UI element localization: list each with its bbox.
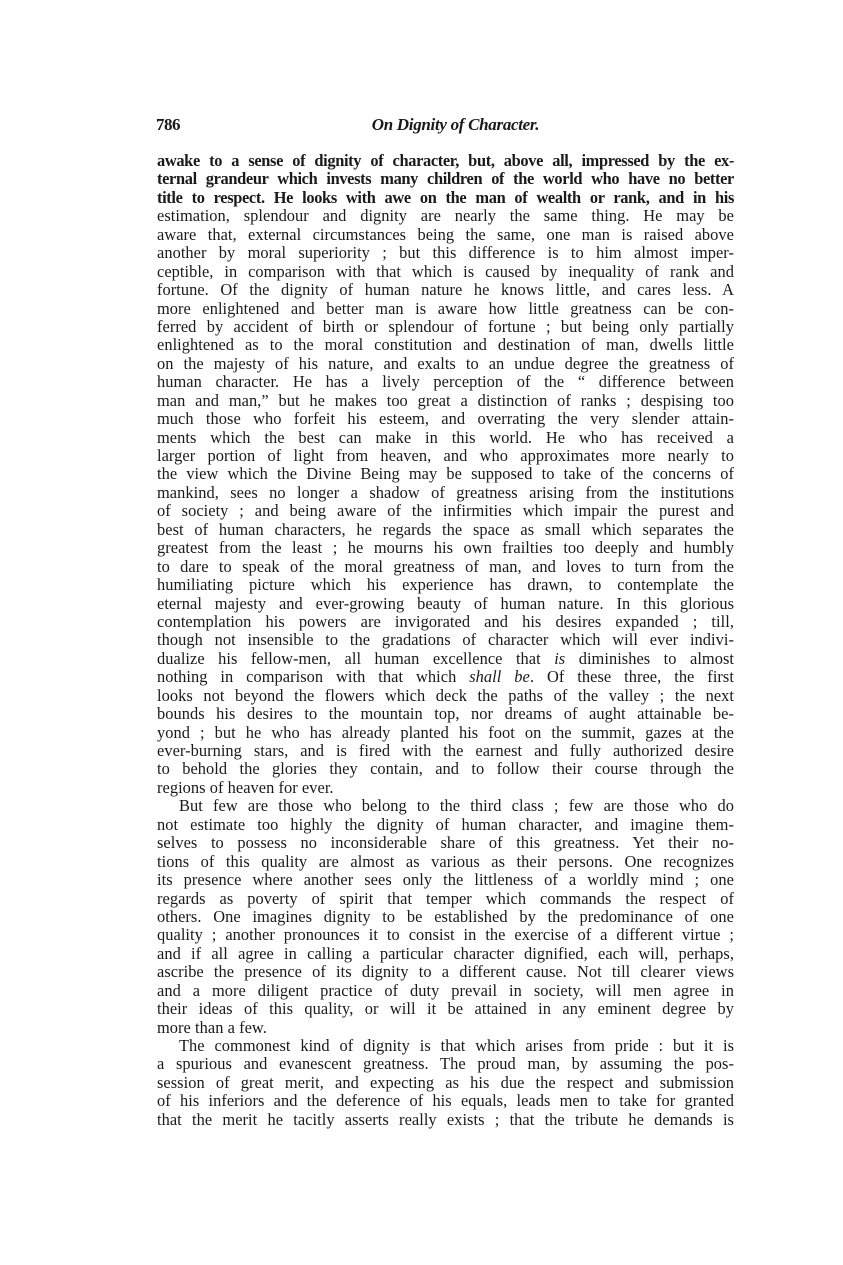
book-page <box>157 112 734 1129</box>
text-line: awake to a sense of dignity of character, but, above all, impressed by the ex- <box>157 151 734 170</box>
text-line: though not insensible to the gradations of character which will ever indivi- <box>157 630 734 650</box>
text-line: human character. He has a lively perception of the “ difference between <box>157 372 734 392</box>
text-line: The commonest kind of dignity is that which arises from pride : but it is <box>179 1036 734 1055</box>
text-line: title to respect. He looks with awe on the man of wealth or rank, and in his <box>157 187 734 207</box>
text-line: its presence where another sees only the littleness of a worldly mind ; one <box>157 870 734 890</box>
text-line: to behold the glories they contain, and to follow their course through the <box>157 759 734 779</box>
text-line: more enlightened and better man is aware how little greatness can be con- <box>157 298 734 318</box>
body-text <box>157 152 734 1129</box>
text-line: estimation, splendour and dignity are nearly the same thing. He may be <box>157 206 734 226</box>
text-line: much those who forfeit his esteem, and overrating the very slender attain- <box>157 409 734 429</box>
text-line: mankind, sees no longer a shadow of greatness arising from the institutions <box>157 482 734 502</box>
text-line: ments which the best can make in this world. He who has received a <box>157 427 734 447</box>
text-line: fortune. Of the dignity of human nature he knows little, and cares less. A <box>157 280 734 300</box>
text-line: a spurious and evanescent greatness. The proud man, by assuming the pos- <box>157 1054 734 1074</box>
text-line: regions of heaven for ever. <box>157 777 334 797</box>
text-line: bounds his desires to the mountain top, nor dreams of aught attainable be- <box>157 704 734 724</box>
text-line: session of great merit, and expecting as his due the respect and submission <box>157 1072 734 1092</box>
text-line: yond ; but he who has already planted his foot on the summit, gazes at the <box>157 722 734 742</box>
text-line: to dare to speak of the moral greatness of man, and loves to turn from the <box>157 556 734 576</box>
text-line: contemplation his powers are invigorated and his desires expanded ; till, <box>157 611 734 631</box>
text-line: But few are those who belong to the third class ; few are those who do <box>179 796 734 816</box>
text-line: the view which the Divine Being may be supposed to take of the concerns of <box>157 464 734 484</box>
text-line: and a more diligent practice of duty prevail in society, will men agree in <box>157 980 734 1000</box>
text-line: their ideas of this quality, or will it be attained in any eminent degree by <box>157 999 734 1019</box>
paragraph <box>157 797 734 1037</box>
text-line: selves to possess no inconsiderable share of this greatness. Yet their no- <box>157 833 734 853</box>
text-line: dualize his fellow-men, all human excellence that is diminishes to almost <box>157 648 734 668</box>
text-line: ascribe the presence of its dignity to a different cause. Not till clearer views <box>157 962 734 982</box>
text-line: more than a few. <box>157 1017 267 1037</box>
text-line: of society ; and being aware of the infirmities which impair the purest and <box>157 501 734 521</box>
text-line: enlightened as to the moral constitution and destination of man, dwells little <box>157 335 734 355</box>
text-line: ever-burning stars, and is fired with the earnest and fully authorized desire <box>157 741 734 760</box>
text-line: on the majesty of his nature, and exalts to an undue degree the greatness of <box>157 353 734 373</box>
text-line: tions of this quality are almost as various as their persons. One recognizes <box>157 851 734 871</box>
text-line: and if all agree in calling a particular character dignified, each will, perhaps, <box>157 943 734 963</box>
text-line: of his inferiors and the deference of his equals, leads men to take for granted <box>157 1091 734 1111</box>
text-line: regards as poverty of spirit that temper which commands the respect of <box>157 888 734 908</box>
text-line: quality ; another pronounces it to consist in the exercise of a different virtue ; <box>157 925 734 945</box>
text-line: not estimate too highly the dignity of human character, and imagine them- <box>157 814 734 834</box>
text-line: man and man,” but he makes too great a distinction of ranks ; despising too <box>157 390 734 410</box>
text-line: humiliating picture which his experience has drawn, to contemplate the <box>157 575 734 595</box>
running-title: On Dignity of Character. <box>371 115 540 134</box>
paragraph <box>157 1037 734 1129</box>
text-line: looks not beyond the flowers which deck the paths of the valley ; the next <box>157 685 734 705</box>
text-line: aware that, external circumstances being the same, one man is raised above <box>157 224 734 244</box>
text-line: best of human characters, he regards the space as small which separates the <box>157 519 734 539</box>
running-head <box>157 112 734 138</box>
text-line: another by moral superiority ; but this difference is to him almost imper- <box>157 243 734 263</box>
text-line: greatest from the least ; he mourns his own frailties too deeply and humbly <box>157 538 734 558</box>
text-line: others. One imagines dignity to be established by the predominance of one <box>157 906 734 926</box>
text-line: larger portion of light from heaven, and who approximates more nearly to <box>157 446 734 465</box>
text-line: nothing in comparison with that which shall be. Of these three, the first <box>157 667 734 687</box>
text-line: that the merit he tacitly asserts really exists ; that the tribute he demands is <box>157 1109 734 1129</box>
text-line: eternal majesty and ever-growing beauty of human nature. In this glorious <box>157 593 734 613</box>
text-line: ternal grandeur which invests many children of the world who have no better <box>157 169 734 189</box>
text-line: ceptible, in comparison with that which is caused by inequality of rank and <box>157 261 734 281</box>
text-line: ferred by accident of birth or splendour of fortune ; but being only partially <box>157 316 734 336</box>
paragraph <box>157 152 734 797</box>
page-number: 786 <box>156 115 180 134</box>
